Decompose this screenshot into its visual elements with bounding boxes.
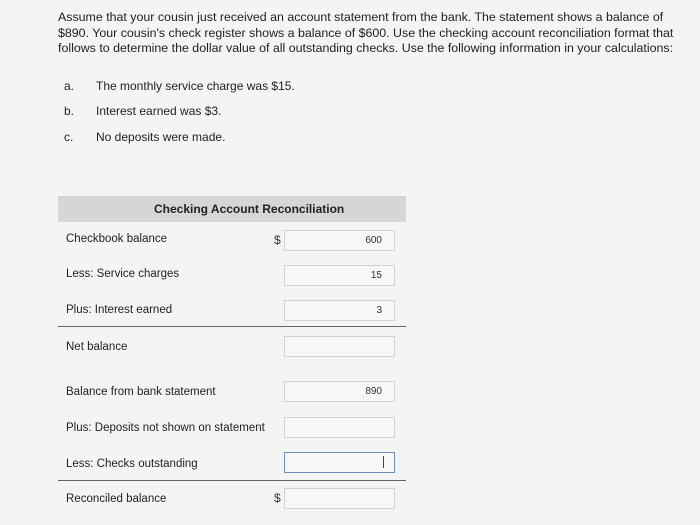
deposits-not-shown-label: Plus: Deposits not shown on statement <box>66 422 265 434</box>
list-item-letter: c. <box>64 130 74 144</box>
subtotal-divider <box>58 326 406 327</box>
reconciled-balance-input[interactable] <box>284 488 395 509</box>
list-item-a <box>64 79 295 93</box>
dollar-sign: $ <box>274 491 281 505</box>
bank-statement-balance-input[interactable] <box>284 381 395 402</box>
checks-outstanding-input[interactable] <box>284 452 395 473</box>
service-charges-label: Less: Service charges <box>66 268 180 280</box>
checkbook-balance-input[interactable] <box>284 230 395 251</box>
question-text: Assume that your cousin just received an account statement from the bank. The statement shows a balance of $890. Your cousin's check register shows a balance of $600. Use the checking account reconciliation format that follows to determine the dollar value of all outstanding checks. Use the following information in your calculations: <box>58 10 674 55</box>
net-balance-label: Net balance <box>66 341 128 353</box>
interest-earned-label: Plus: Interest earned <box>66 304 173 316</box>
bank-statement-balance-label: Balance from bank statement <box>66 386 216 398</box>
list-item-c <box>64 130 225 144</box>
total-divider <box>58 480 406 481</box>
reconciliation-table-header: Checking Account Reconciliation <box>58 196 406 222</box>
interest-earned-input[interactable] <box>284 300 395 321</box>
net-balance-input[interactable] <box>284 336 395 357</box>
list-item-text: Interest earned was $3. <box>96 104 222 118</box>
list-item-letter: b. <box>64 104 75 118</box>
list-item-b <box>64 104 221 118</box>
checkbook-balance-label: Checkbook balance <box>66 233 168 245</box>
reconciled-balance-label: Reconciled balance <box>66 493 167 505</box>
list-item-text: The monthly service charge was $15. <box>96 79 295 93</box>
service-charges-input[interactable] <box>284 265 395 286</box>
checks-outstanding-label: Less: Checks outstanding <box>66 458 198 470</box>
text-cursor <box>383 456 384 468</box>
deposits-not-shown-input[interactable] <box>284 417 395 438</box>
dollar-sign: $ <box>274 233 281 247</box>
list-item-letter: a. <box>64 79 75 93</box>
list-item-text: No deposits were made. <box>96 130 226 144</box>
